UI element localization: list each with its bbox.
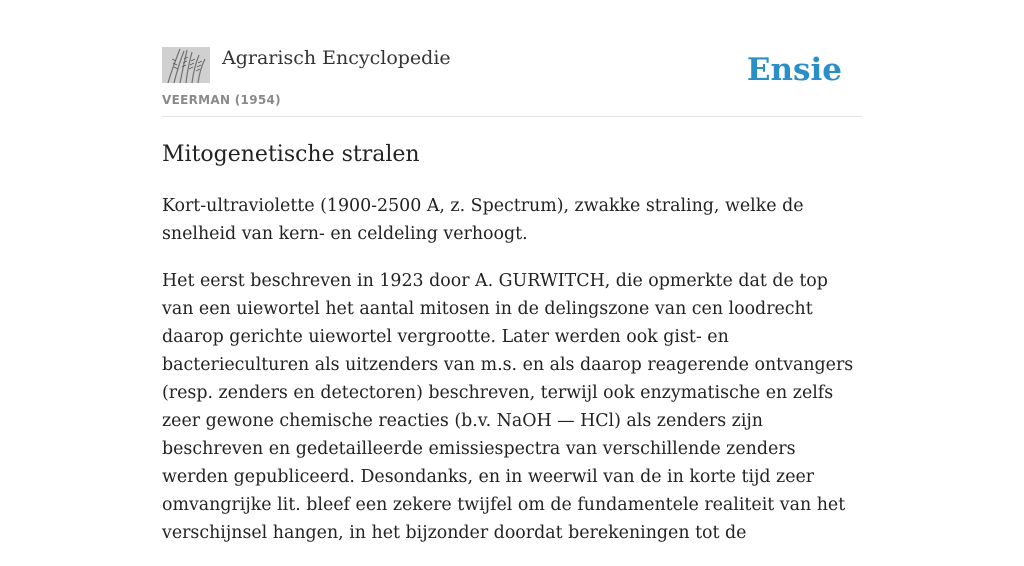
article-paragraph: Kort-ultraviolette (1900-2500 A, z. Spectrum), zwakke straling, welke de snelheid van kern- en celdeling verhoogt.: [162, 196, 804, 244]
site-header: [162, 0, 862, 117]
edition-label: VEERMAN (1954): [162, 93, 281, 107]
article-paragraph: Het eerst beschreven in 1923 door A. GURWITCH, die opmerkte dat de top van een uiewortel het aantal mitosen in de delingszone van cen loodrecht daarop gerichte uiewortel vergrootte. Later werden ook gist- en bacterieculturen als uitzenders van m.s. en als daarop reagerende ontvangers (resp. zenders en detectoren) beschreven, terwijl ook enzymatische en zelfs zeer gewone chemische reacties (b.v. NaOH — HCl) als zenders zijn beschreven en gedetailleerde emissiespectra van verschillende zenders werden gepubliceerd. Desondanks, en in weerwil van de in korte tijd zeer omvangrijke lit. bleef een zekere twijfel om de fundamentele realiteit van het verschijnsel hangen, in het bijzonder doordat berekeningen tot de: [162, 271, 854, 543]
ensie-logo-link[interactable]: Ensie: [746, 52, 842, 88]
article-body: [162, 192, 862, 566]
article-title: Mitogenetische stralen: [162, 142, 420, 167]
site-title[interactable]: Agrarisch Encyclopedie: [222, 47, 451, 69]
wheat-engraving-icon[interactable]: [162, 47, 210, 83]
page: [162, 0, 862, 543]
